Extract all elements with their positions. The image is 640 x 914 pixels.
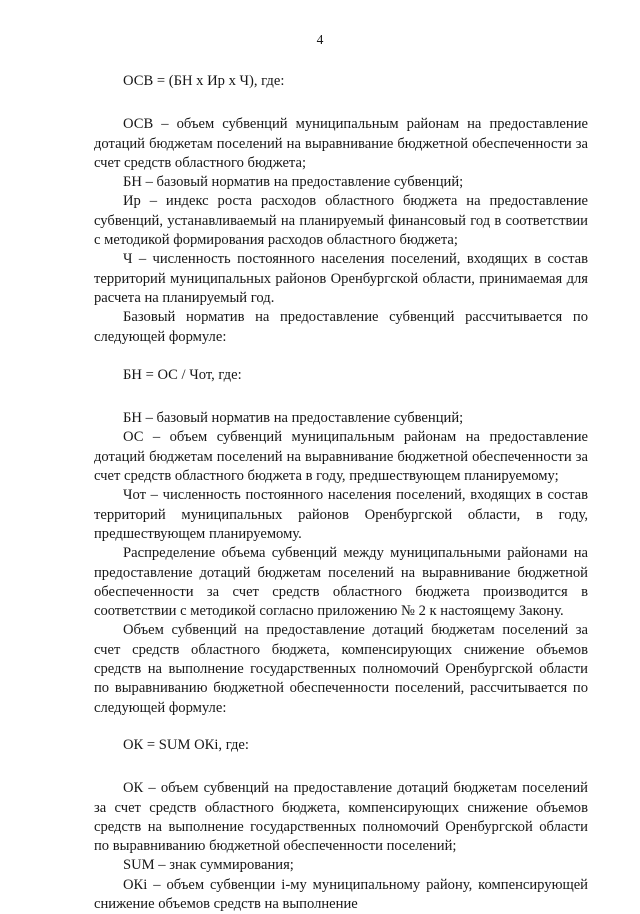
- paragraph-ok-intro: Объем субвенций на предоставление дотаций бюджетам поселений за счет средств областного бюджета, компенсирующих снижение объемов средств на выполнение государственных полномочий Оренбургской области по выравниванию бюджетной обеспеченности поселений, рассчитывается по следующей формуле:: [94, 622, 588, 716]
- definition-ch: Ч – численность постоянного населения поселений, входящих в состав территорий муниципальных районов Оренбургской области, принимаемая для расчета на планируемый год.: [94, 251, 588, 306]
- definition-chot: Чот – численность постоянного населения поселений, входящих в состав территорий муниципальных районов Оренбургской области, в году, предшествующем планируемому.: [94, 487, 588, 542]
- document-body: [94, 62, 588, 914]
- paragraph-distribution: Распределение объема субвенций между муниципальными районами на предоставление дотаций бюджетам поселений на выравнивание бюджетной обеспеченности за счет средств областного бюджета производится в соответствии с методикой согласно приложению № 2 к настоящему Закону.: [94, 545, 588, 620]
- definition-ir: Ир – индекс роста расходов областного бюджета на предоставление субвенций, устанавливаемый на планируемый финансовый год в соответствии с методикой формирования расходов областного бюджета;: [94, 193, 588, 249]
- definition-bn-2: БН – базовый норматив на предоставление субвенций;: [123, 410, 464, 427]
- paragraph-bn-intro: Базовый норматив на предоставление субвенций рассчитывается по следующей формуле:: [94, 309, 588, 345]
- formula-ok: ОК = SUM ОКi, где:: [123, 736, 249, 753]
- definition-os: ОС – объем субвенций муниципальным районам на предоставление дотаций бюджетам поселений на выравнивание бюджетной обеспеченности за счет средств областного бюджета в году, предшествующем планируемому;: [94, 429, 588, 485]
- definition-sum: SUM – знак суммирования;: [123, 857, 294, 874]
- definition-oki: ОКi – объем субвенции i-му муниципальному району, компенсирующей снижение объемов средств на выполнение: [94, 876, 588, 912]
- definition-osv: ОСВ – объем субвенций муниципальным районам на предоставление дотаций бюджетам поселений на выравнивание бюджетной обеспеченности за счет средств областного бюджета;: [94, 116, 588, 171]
- formula-osv: ОСВ = (БН х Ир х Ч), где:: [123, 73, 285, 89]
- page-number: 4: [316, 32, 324, 47]
- definition-ok: ОК – объем субвенций на предоставление дотаций бюджетам поселений за счет средств областного бюджета, компенсирующих снижение объемов средств на выполнение государственных полномочий Оренбургской области по выравниванию бюджетной обеспеченности поселений;: [94, 780, 588, 855]
- formula-bn: БН = ОС / Чот, где:: [123, 366, 242, 383]
- definition-bn: БН – базовый норматив на предоставление субвенций;: [123, 174, 464, 191]
